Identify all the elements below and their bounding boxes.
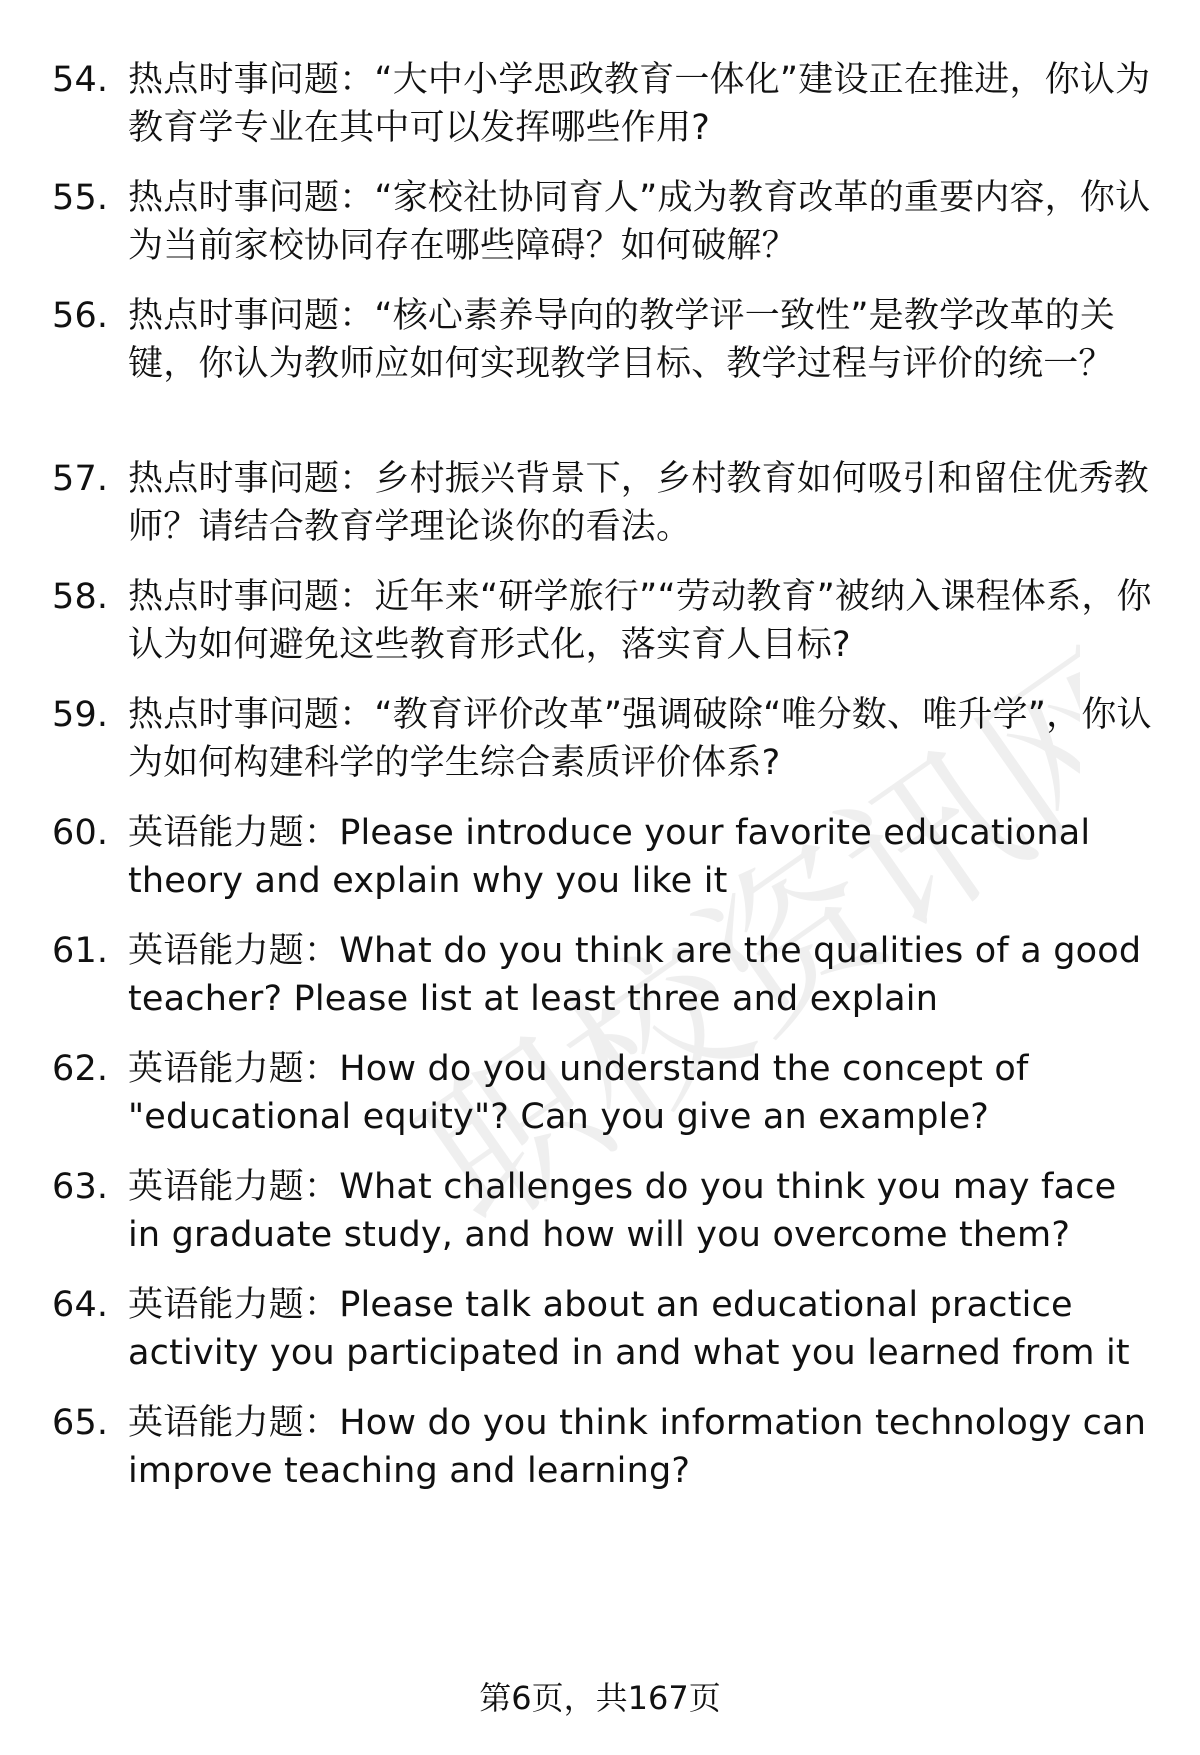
- question-number: 60.: [52, 813, 109, 853]
- question-number: 58.: [52, 577, 109, 617]
- question-text: 英语能力题：How do you think information technology can improve teaching and learning?: [128, 1403, 1147, 1491]
- question-item-63: [52, 1163, 1162, 1259]
- question-number: 65.: [52, 1403, 109, 1443]
- question-item-60: [52, 809, 1162, 905]
- question-number: 56.: [52, 296, 109, 336]
- question-text: 热点时事问题：“教育评价改革”强调破除“唯分数、唯升学”，你认为如何构建科学的学生综合素质评价体系?: [128, 695, 1152, 783]
- question-item-65: [52, 1399, 1162, 1495]
- question-item-64: [52, 1281, 1162, 1377]
- question-number: 63.: [52, 1167, 109, 1207]
- question-number: 62.: [52, 1049, 109, 1089]
- question-item-55: [52, 174, 1162, 270]
- question-item-61: [52, 927, 1162, 1023]
- question-item-54: [52, 56, 1162, 152]
- question-number: 55.: [52, 178, 109, 218]
- question-item-62: [52, 1045, 1162, 1141]
- page-number-label: 第6页，共167页: [479, 1679, 721, 1717]
- question-text: 热点时事问题：“大中小学思政教育一体化”建设正在推进，你认为教育学专业在其中可以发挥哪些作用?: [128, 60, 1151, 148]
- question-number: 61.: [52, 931, 109, 971]
- question-text: 英语能力题：How do you understand the concept of "educational equity"? Can you give an example?: [128, 1049, 1029, 1137]
- question-item-59: [52, 691, 1162, 787]
- question-number: 54.: [52, 60, 109, 100]
- question-text: 热点时事问题：乡村振兴背景下，乡村教育如何吸引和留住优秀教师？请结合教育学理论谈你的看法。: [128, 459, 1149, 547]
- question-number: 64.: [52, 1285, 109, 1325]
- question-text: 热点时事问题：“核心素养导向的教学评一致性”是教学改革的关键，你认为教师应如何实现教学目标、教学过程与评价的统一？: [128, 296, 1116, 384]
- question-item-57: [52, 455, 1162, 551]
- question-item-56: [52, 292, 1162, 388]
- page-footer: [0, 1676, 1200, 1720]
- question-text: 英语能力题：Please introduce your favorite educational theory and explain why you like it: [128, 813, 1091, 901]
- question-text: 英语能力题：What challenges do you think you may face in graduate study, and how will you overcome them?: [128, 1167, 1117, 1255]
- svg-text:职校资讯网: 职校资讯网: [390, 615, 1080, 1220]
- question-number: 57.: [52, 459, 109, 499]
- question-number: 59.: [52, 695, 109, 735]
- question-text: 英语能力题：Please talk about an educational practice activity you participated in and what you learned from it: [128, 1285, 1130, 1373]
- question-text: 热点时事问题：近年来“研学旅行”“劳动教育”被纳入课程体系，你认为如何避免这些教育形式化，落实育人目标?: [128, 577, 1152, 665]
- question-text: 热点时事问题：“家校社协同育人”成为教育改革的重要内容，你认为当前家校协同存在哪些障碍？如何破解？: [128, 178, 1151, 266]
- question-item-58: [52, 573, 1162, 669]
- question-text: 英语能力题：What do you think are the qualities of a good teacher? Please list at least three and explain: [128, 931, 1142, 1019]
